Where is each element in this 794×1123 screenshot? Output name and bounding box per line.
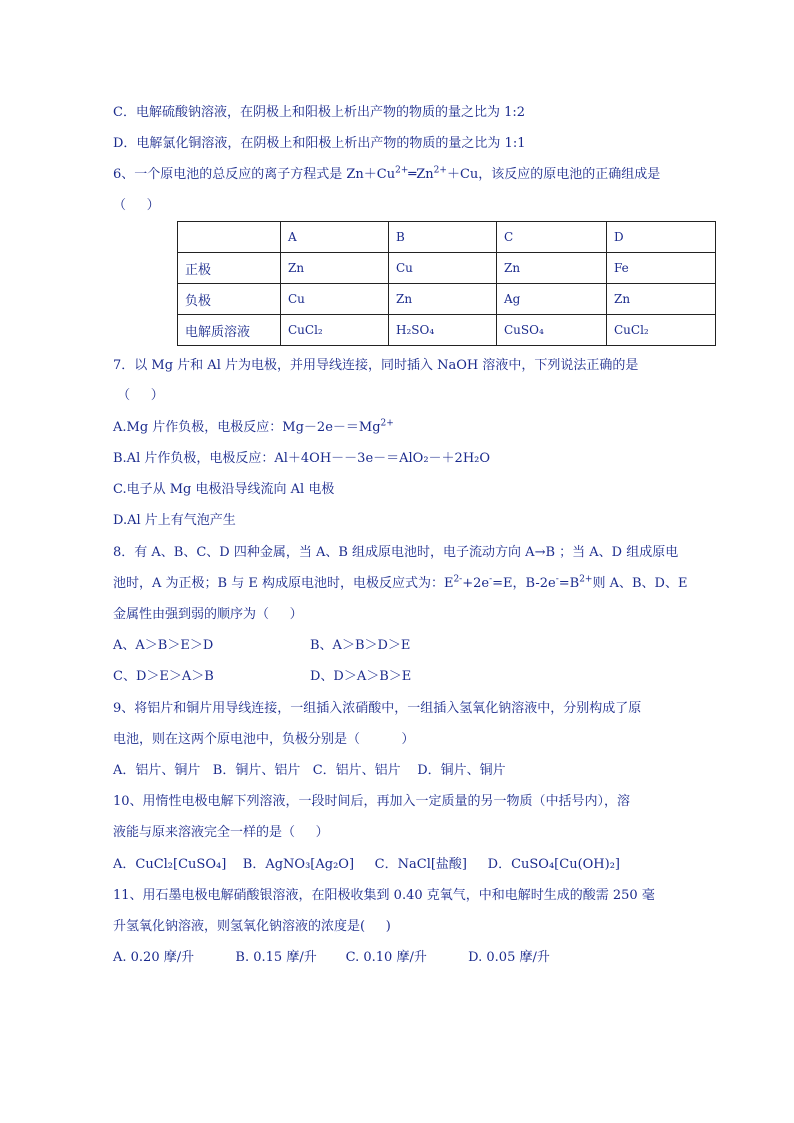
q7-answer-paren: （ ） (113, 388, 164, 403)
q9-stem-line2: 电池，则在这两个原电池中，负极分别是（ ） (113, 732, 415, 747)
q6-answer-paren: （ ） (113, 198, 160, 213)
q8-stem-line1: 8．有 A、B、C、D 四种金属，当 A、B 组成原电池时，电子流动方向 A→B ；当 A、D 组成原电 (113, 545, 679, 560)
q6-stem: 6、一个原电池的总反应的离子方程式是 $Zn+Cu^{2+}═Zn^{2+}+Cu$，该反应的原电池的正确组成是 (113, 165, 661, 182)
q9-stem-line1: 9、将铝片和铜片用导线连接，一组插入浓硝酸中，一组插入氢氧化钠溶液中，分别构成了原 (113, 701, 642, 716)
table-cell: A (281, 222, 389, 253)
table-cell: Fe (607, 253, 716, 284)
q8-option-c: C、D＞E＞A＞B (113, 669, 214, 684)
q6-options-table (177, 221, 716, 346)
table-row (178, 253, 716, 284)
table-header-row (178, 222, 716, 253)
table-cell (178, 222, 281, 253)
q5-option-d: D．电解氯化铜溶液，在阴极上和阳极上析出产物的物质的量之比为 1:1 (113, 136, 526, 151)
table-cell: B (389, 222, 497, 253)
q8-option-d: D、D＞A＞B＞E (310, 669, 412, 684)
q11-stem-line2: 升氢氧化钠溶液，则氢氧化钠溶液的浓度是( ) (113, 919, 391, 934)
table-cell: CuCl₂ (607, 315, 716, 346)
q7-option-a: A.Mg 片作负极，电极反应：$Mg-2e-=Mg^{2+}$ (113, 418, 394, 435)
q10-stem-line2: 液能与原来溶液完全一样的是（ ） (113, 825, 329, 840)
q8-stem-line2: 池时，A 为正极；B 与 E 构成原电池时，电极反应式为：$E^{2-}+2e^-=E$，$B-2e^-=B^{2+}$则 A、B、D、E (113, 574, 688, 591)
table-cell: CuCl₂ (281, 315, 389, 346)
q9-options: A．铝片、铜片 B．铜片、铝片 C．铝片、铝片 D．铜片、铜片 (113, 763, 506, 778)
table-cell: CuSO₄ (497, 315, 607, 346)
q5-option-c: C．电解硫酸钠溶液，在阴极上和阳极上析出产物的物质的量之比为 1:2 (113, 105, 526, 120)
table-cell: Zn (281, 253, 389, 284)
table-row (178, 284, 716, 315)
q10-options: A．CuCl₂[CuSO₄] B．AgNO₃[Ag₂O] C．NaCl[盐酸] D．CuSO₄[Cu(OH)₂] (113, 857, 620, 872)
q10-stem-line1: 10、用惰性电极电解下列溶液，一段时间后，再加入一定质量的另一物质（中括号内），溶 (113, 794, 631, 809)
table-cell: H₂SO₄ (389, 315, 497, 346)
q7-stem: 7．以 Mg 片和 Al 片为电极，并用导线连接，同时插入 NaOH 溶液中，下列说法正确的是 (113, 358, 639, 373)
table-cell: Zn (607, 284, 716, 315)
table-cell: Ag (497, 284, 607, 315)
table-cell: Zn (389, 284, 497, 315)
q8-option-a: A、A＞B＞E＞D (113, 638, 214, 653)
q7-option-b: B.Al 片作负极，电极反应：Al＋4OH－－3e－＝AlO₂－＋2H₂O (113, 451, 491, 466)
q8-option-b: B、A＞B＞D＞E (310, 638, 411, 653)
table-cell: Cu (389, 253, 497, 284)
table-cell: 正极 (178, 253, 281, 284)
table-cell: C (497, 222, 607, 253)
q11-options: A. 0.20 摩/升 B. 0.15 摩/升 C. 0.10 摩/升 D. 0.05 摩/升 (113, 950, 550, 965)
q7-option-c: C.电子从 Mg 电极沿导线流向 Al 电极 (113, 482, 335, 497)
q7-option-d: D.Al 片上有气泡产生 (113, 513, 236, 528)
q11-stem-line1: 11、用石墨电极电解硝酸银溶液，在阳极收集到 0.40 克氧气，中和电解时生成的酸需 250 毫 (113, 888, 655, 903)
q8-stem-line3: 金属性由强到弱的顺序为（ ） (113, 607, 303, 622)
table-cell: Zn (497, 253, 607, 284)
table-cell: Cu (281, 284, 389, 315)
table-row (178, 315, 716, 346)
table-cell: 电解质溶液 (178, 315, 281, 346)
table-cell: 负极 (178, 284, 281, 315)
table-cell: D (607, 222, 716, 253)
